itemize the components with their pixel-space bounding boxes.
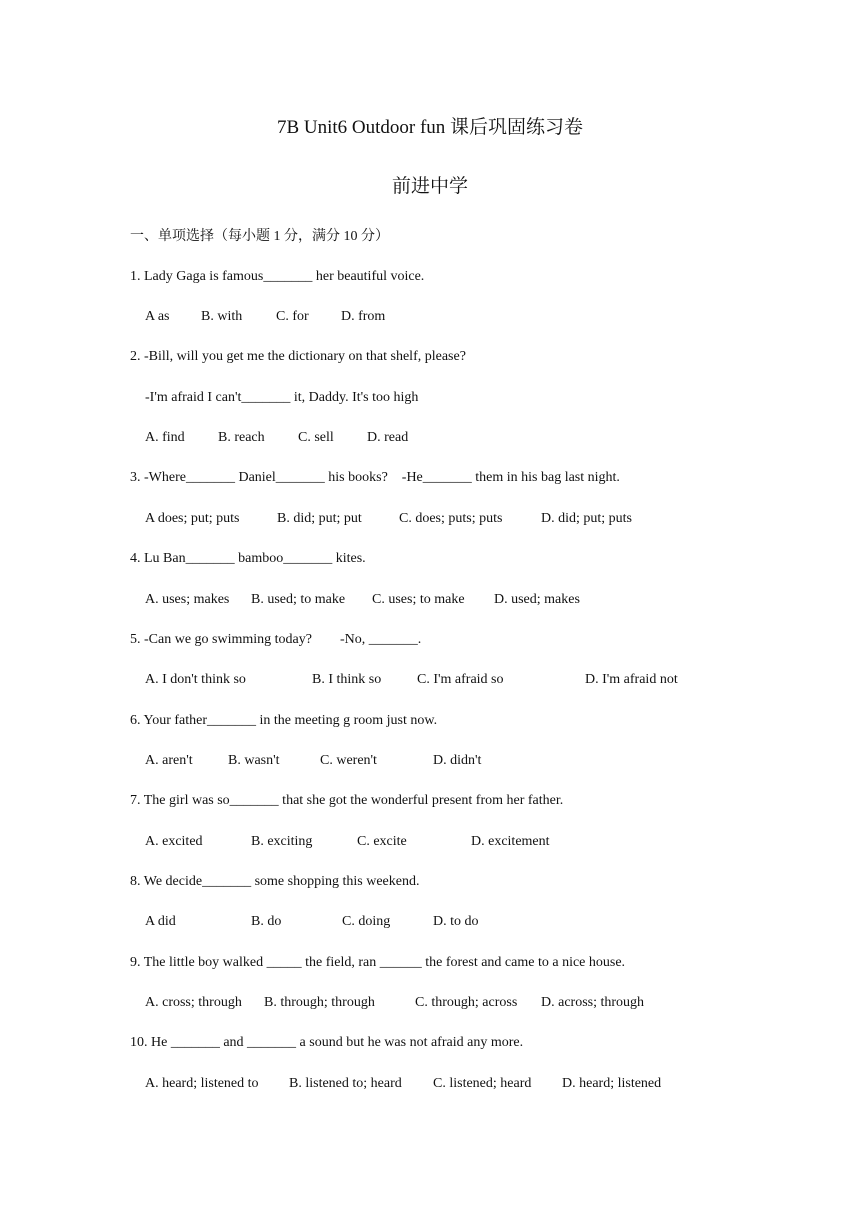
option-b: B. I think so (312, 672, 382, 687)
option-a: A as (145, 309, 170, 324)
option-d: D. did; put; puts (541, 511, 633, 526)
option-a: A. heard; listened to (145, 1076, 259, 1091)
option-b: B. reach (218, 430, 265, 445)
option-b: B. listened to; heard (289, 1076, 402, 1091)
option-c: C. does; puts; puts (399, 511, 503, 526)
question-7-stem: 7. The girl was so_______ that she got the wonderful present from her father. (130, 793, 564, 808)
question-5-options (145, 671, 678, 689)
option-c: C. weren't (320, 753, 377, 768)
question-10-stem: 10. He _______ and _______ a sound but he was not afraid any more. (130, 1035, 524, 1050)
question-1-options (145, 308, 386, 326)
option-c: C. sell (298, 430, 334, 445)
option-b: B. through; through (264, 995, 375, 1010)
school-name: 前进中学 (391, 176, 468, 197)
question-4-options (145, 591, 580, 609)
option-c: C. excite (357, 834, 407, 849)
option-b: B. used; to make (251, 592, 346, 607)
question-8-stem: 8. We decide_______ some shopping this weekend. (130, 874, 420, 889)
option-c: C. through; across (415, 995, 518, 1010)
question-4-stem: 4. Lu Ban_______ bamboo_______ kites. (130, 551, 366, 566)
question-6-stem: 6. Your father_______ in the meeting g room just now. (130, 713, 438, 728)
question-8-options (145, 913, 479, 931)
option-b: B. did; put; put (277, 511, 362, 526)
question-2-stem-reply: -I'm afraid I can't_______ it, Daddy. It's too high (145, 390, 419, 405)
option-a: A. excited (145, 834, 203, 849)
option-b: B. exciting (251, 834, 313, 849)
option-d: D. to do (433, 914, 479, 929)
option-d: D. excitement (471, 834, 550, 849)
question-10-options (145, 1075, 662, 1093)
option-d: D. from (341, 309, 386, 324)
question-2-stem: 2. -Bill, will you get me the dictionary on that shelf, please? (130, 349, 466, 364)
question-2-options (145, 429, 409, 447)
option-a: A did (145, 914, 176, 929)
option-d: D. I'm afraid not (585, 672, 678, 687)
question-3-stem: 3. -Where_______ Daniel_______ his books? -He_______ them in his bag last night. (130, 470, 620, 485)
question-7-options (145, 833, 550, 851)
option-b: B. do (251, 914, 282, 929)
option-d: D. used; makes (494, 592, 580, 607)
option-a: A. cross; through (145, 995, 242, 1010)
option-b: B. with (201, 309, 243, 324)
option-d: D. didn't (433, 753, 482, 768)
option-a: A. uses; makes (145, 592, 230, 607)
question-3-options (145, 510, 633, 528)
option-a: A. I don't think so (145, 672, 246, 687)
question-1-stem: 1. Lady Gaga is famous_______ her beautiful voice. (130, 269, 425, 284)
option-c: C. uses; to make (372, 592, 465, 607)
option-c: C. doing (342, 914, 391, 929)
option-b: B. wasn't (228, 753, 280, 768)
question-9-stem: 9. The little boy walked _____ the field, ran ______ the forest and came to a nice house. (130, 955, 626, 970)
question-5-stem: 5. -Can we go swimming today? -No, _______. (130, 632, 422, 647)
question-9-options (145, 994, 645, 1012)
section-heading: 一、单项选择（每小题 1 分，满分 10 分） (130, 229, 389, 244)
option-a: A. find (145, 430, 185, 445)
page-title: 7B Unit6 Outdoor fun 课后巩固练习卷 (276, 117, 584, 138)
option-d: D. heard; listened (562, 1076, 662, 1091)
question-6-options (145, 752, 482, 770)
option-a: A. aren't (145, 753, 193, 768)
option-d: D. across; through (541, 995, 645, 1010)
option-c: C. I'm afraid so (417, 672, 504, 687)
option-c: C. listened; heard (433, 1076, 532, 1091)
option-d: D. read (367, 430, 409, 445)
option-a: A does; put; puts (145, 511, 240, 526)
option-c: C. for (276, 309, 309, 324)
